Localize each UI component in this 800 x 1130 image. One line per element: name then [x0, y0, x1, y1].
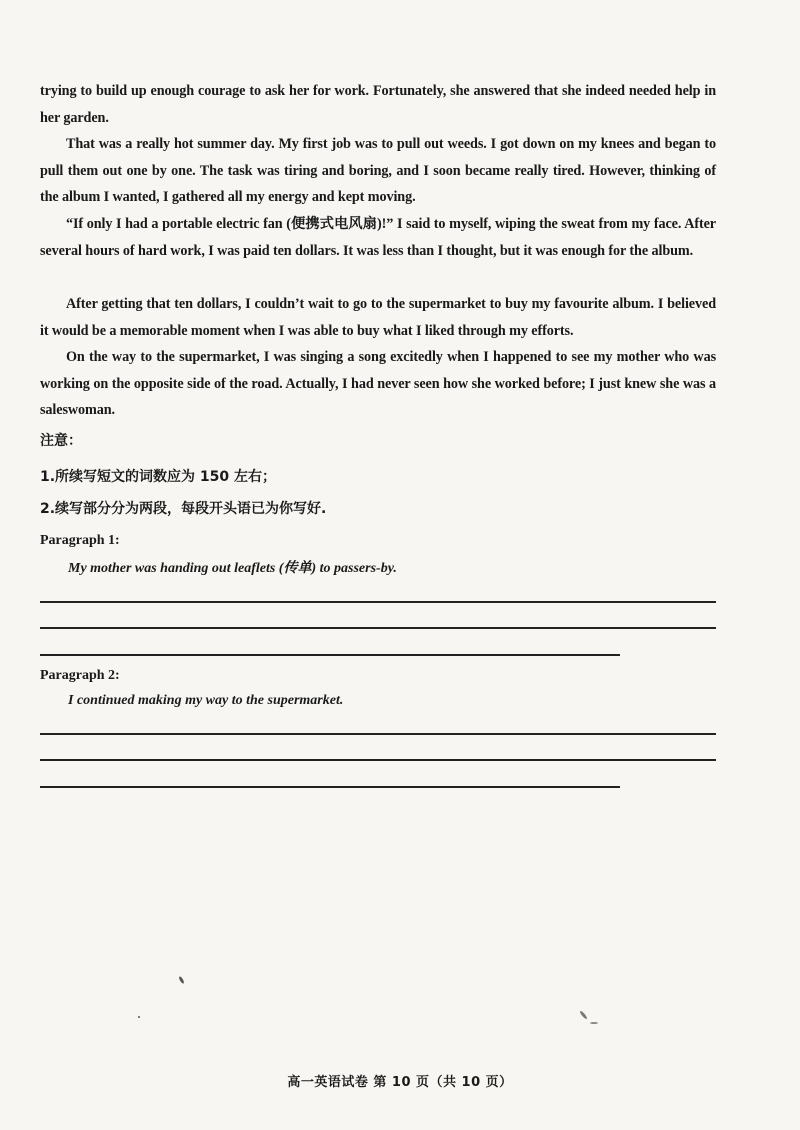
passage-paragraph-3: “If only I had a portable electric fan (便携式电风扇)!” I said to myself, wiping the sweat from my face. After several hours of hard work, I was paid ten dollars. It was less than I thought, but it was enough for the album.: [40, 216, 716, 259]
answer-line[interactable]: [40, 654, 620, 656]
answer-line[interactable]: [40, 627, 716, 629]
paragraph-2-starter: I continued making my way to the supermarket.: [68, 693, 344, 708]
scan-speck: [178, 976, 185, 984]
passage-paragraph-2: That was a really hot summer day. My first job was to pull out weeds. I got down on my knees and began to pull them out one by one. The task was tiring and boring, and I soon became really tired. However, thinking of the album I wanted, I gathered all my energy and kept moving.: [40, 136, 716, 205]
scan-speck: [590, 1022, 598, 1024]
paragraph-1-starter: My mother was handing out leaflets (传单) to passers-by.: [68, 561, 397, 576]
answer-line[interactable]: [40, 786, 620, 788]
passage-paragraph-1: trying to build up enough courage to ask her for work. Fortunately, she answered that she indeed needed help in her garden.: [40, 83, 716, 126]
paragraph-1-heading: Paragraph 1:: [40, 533, 120, 548]
page-footer: 高一英语试卷 第 10 页（共 10 页）: [287, 1075, 513, 1090]
answer-line[interactable]: [40, 759, 716, 761]
passage-paragraph-5: On the way to the supermarket, I was singing a song excitedly when I happened to see my mother who was working on the opposite side of the road. Actually, I had never seen how she worked before; I just knew she was a saleswoman.: [40, 349, 716, 418]
answer-line[interactable]: [40, 733, 716, 735]
notes-title: 注意：: [40, 433, 82, 449]
scan-speck: [579, 1010, 588, 1020]
paragraph-2-heading: Paragraph 2:: [40, 668, 120, 683]
notes-item-2: 2.续写部分分为两段，每段开头语已为你写好.: [40, 501, 327, 517]
scan-speck: [138, 1016, 140, 1018]
passage-paragraph-4: After getting that ten dollars, I couldn’t wait to go to the supermarket to buy my favourite album. I believed it would be a memorable moment when I was able to buy what I liked through my efforts.: [40, 296, 716, 339]
answer-line[interactable]: [40, 601, 716, 603]
notes-item-1: 1.所续写短文的词数应为 150 左右；: [40, 469, 277, 485]
